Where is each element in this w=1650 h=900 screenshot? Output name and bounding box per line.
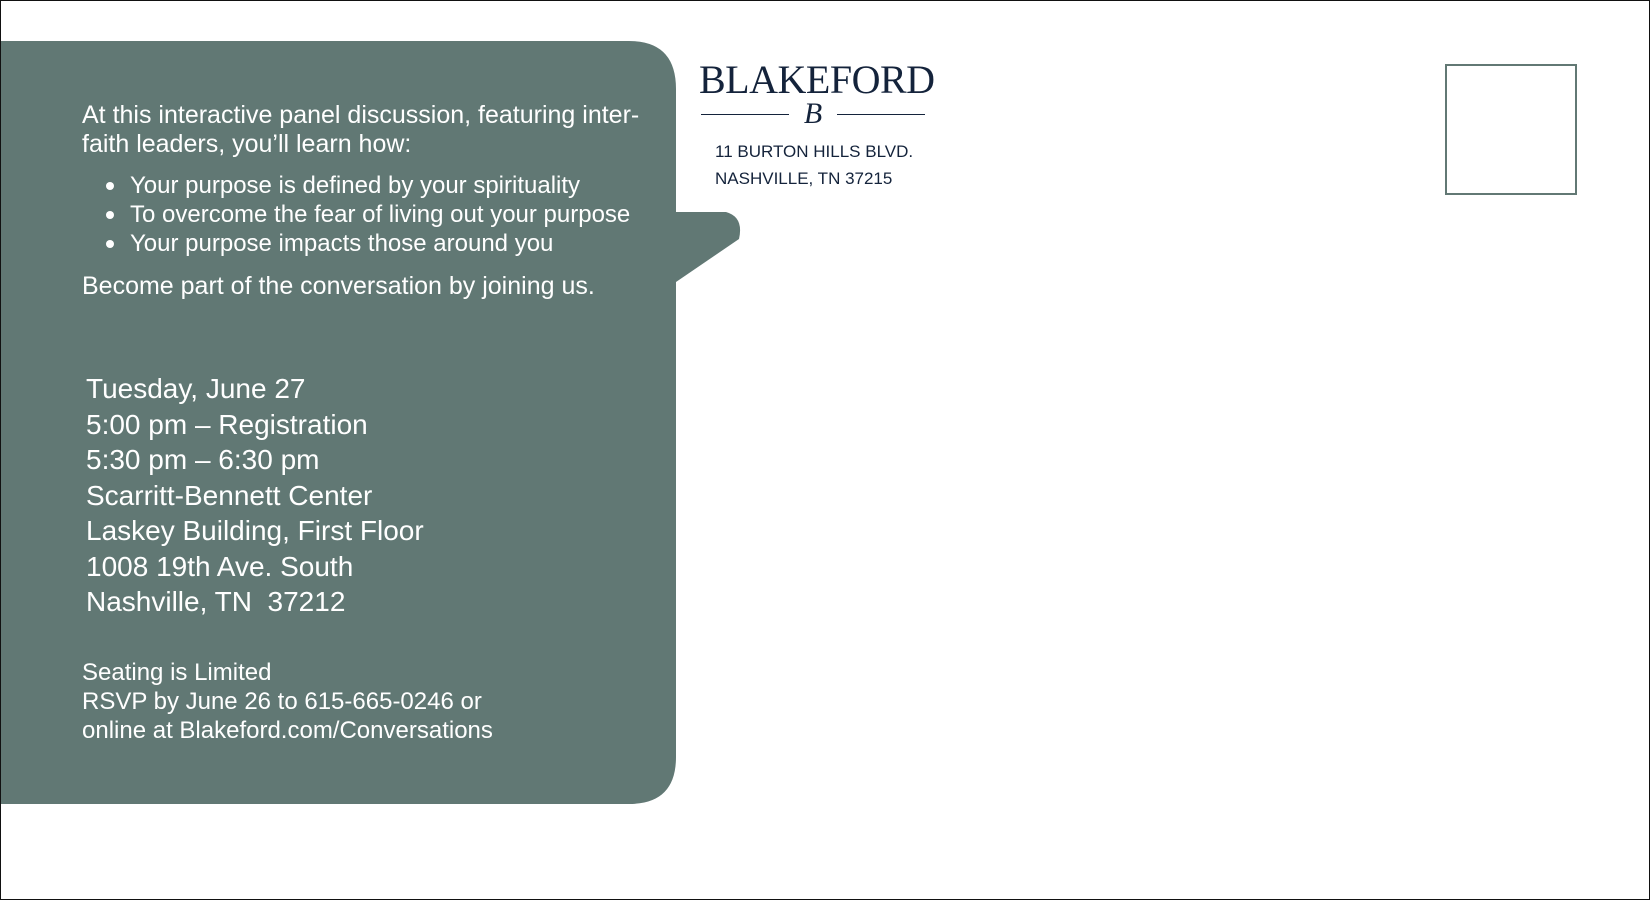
join-text: Become part of the conversation by joining us. xyxy=(82,272,595,300)
benefits-list xyxy=(82,171,642,258)
event-registration: 5:00 pm – Registration xyxy=(86,408,368,440)
bullet-icon xyxy=(106,240,114,248)
blakeford-logo xyxy=(699,57,935,130)
event-city: Nashville, TN 37212 xyxy=(86,586,346,617)
rsvp-website: online at Blakeford.com/Conversations xyxy=(82,717,493,744)
event-street: 1008 19th Ave. South xyxy=(86,550,354,582)
rsvp-line: RSVP by June 26 to 615-665-0246 or xyxy=(82,688,482,715)
seating-note: Seating is Limited xyxy=(82,659,272,686)
bullet-icon xyxy=(106,211,114,219)
bullet-icon xyxy=(106,182,114,190)
return-address xyxy=(715,138,913,192)
intro-text: At this interactive panel discussion, featuring inter-faith leaders, you’ll learn how: xyxy=(82,101,640,158)
address-line-2: NASHVILLE, TN 37215 xyxy=(715,169,893,188)
stamp-placeholder-box xyxy=(1445,64,1577,195)
event-building: Laskey Building, First Floor xyxy=(86,515,424,546)
event-date: Tuesday, June 27 xyxy=(86,373,306,404)
list-item: Your purpose impacts those around you xyxy=(82,229,642,258)
monogram-icon: B xyxy=(803,97,823,130)
panel-description xyxy=(82,101,642,301)
address-line-1: 11 BURTON HILLS BLVD. xyxy=(715,142,914,161)
logo-divider xyxy=(699,99,927,129)
list-item: To overcome the fear of living out your purpose xyxy=(82,200,642,229)
rsvp-info xyxy=(82,658,493,745)
event-venue: Scarritt-Bennett Center xyxy=(86,479,373,511)
list-item: Your purpose is defined by your spirituality xyxy=(82,171,642,200)
logo-wordmark: BLAKEFORD xyxy=(699,57,935,102)
event-details xyxy=(86,371,424,620)
event-time: 5:30 pm – 6:30 pm xyxy=(86,444,320,475)
